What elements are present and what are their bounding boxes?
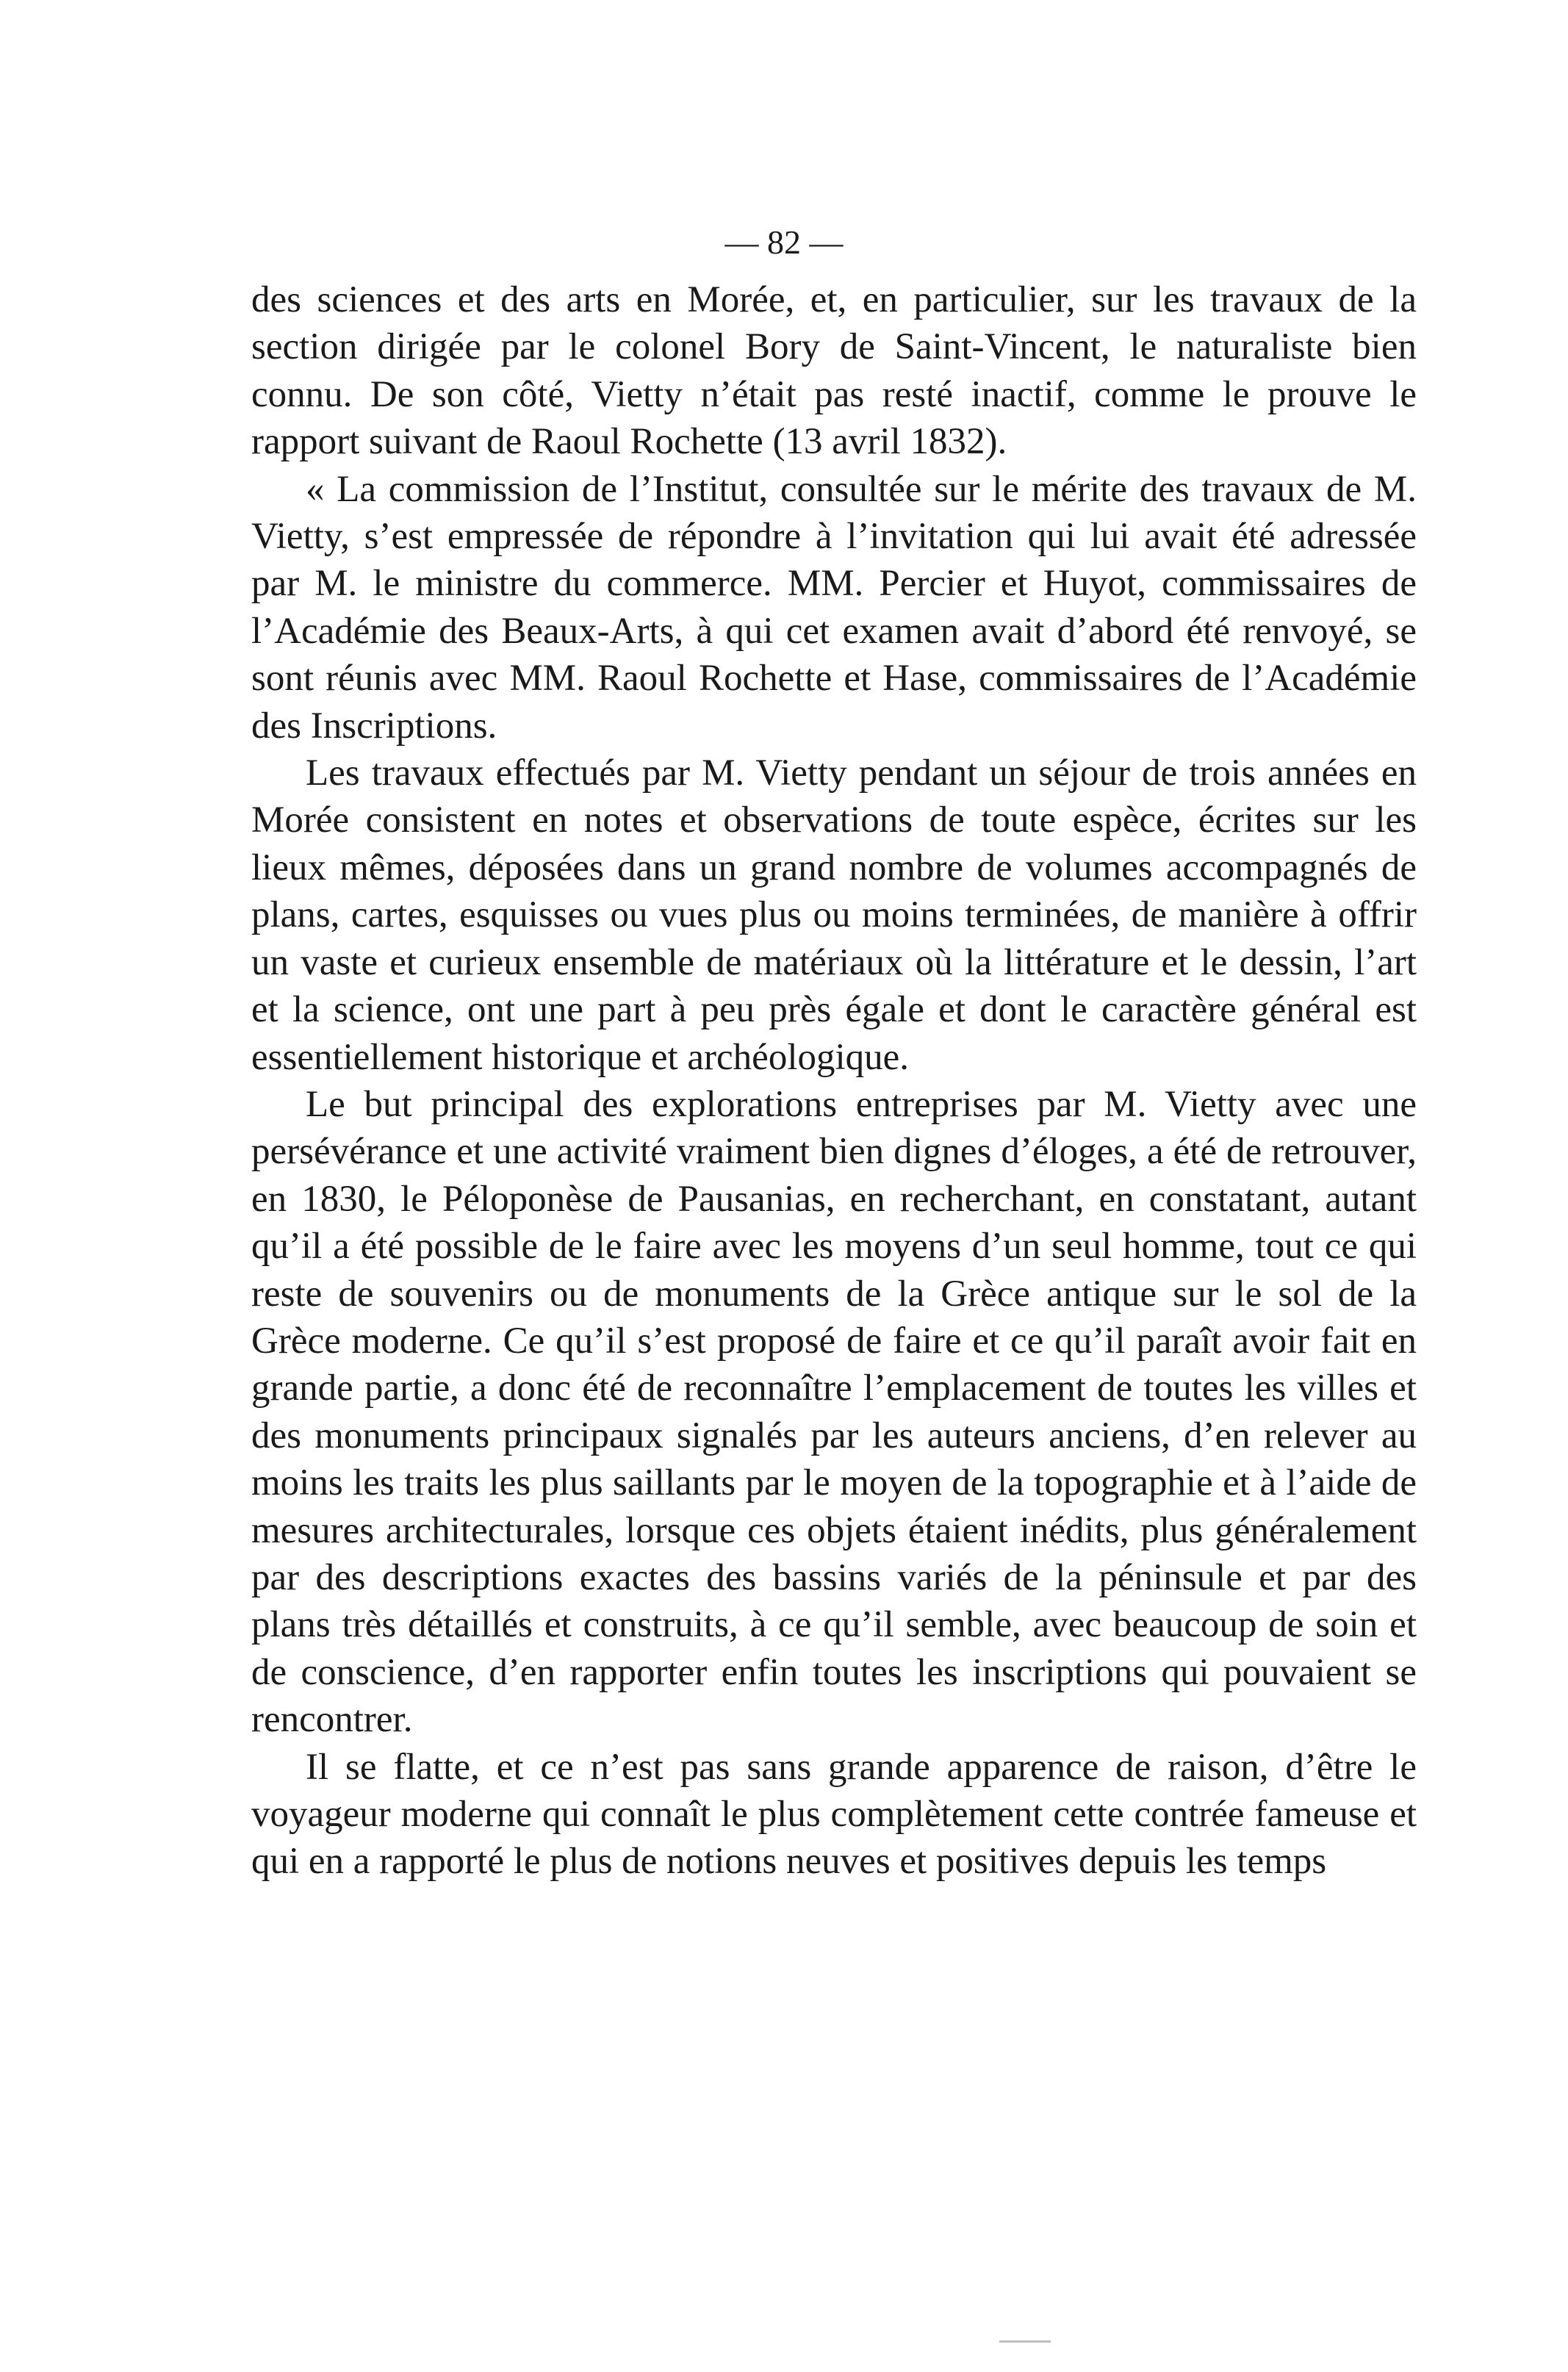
print-mark: [999, 2340, 1051, 2343]
paragraph-continuation: des sciences et des arts en Morée, et, en particulier, sur les travaux de la section dirigée par le colonel Bory de Saint-Vincent, le naturaliste bien connu. De son côté, Vietty n’était pas resté inactif, comme le prouve le rapport suivant de Raoul Rochette (13 avril 1832).: [251, 279, 1417, 463]
paragraph-commission: « La commission de l’Institut, consultée sur le mérite des travaux de M. Vietty, s’est empressée de répondre à l’invitation qui lui avait été adressée par M. le ministre du commerce. MM. Percier et Huyot, commissaires de l’Académie des Beaux-Arts, à qui cet examen avait d’abord été renvoyé, se sont réunis avec MM. Raoul Rochette et Hase, commissaires de l’Académie des Inscriptions.: [251, 468, 1417, 747]
paragraph-but-principal: Le but principal des explorations entreprises par M. Vietty avec une persévérance et une activité vraiment bien dignes d’éloges, a été de retrouver, en 1830, le Péloponèse de Pausanias, en recherchant, en constatant, autant qu’il a été possible de le faire avec les moyens d’un seul homme, tout ce qui reste de souvenirs ou de monuments de la Grèce antique sur le sol de la Grèce moderne. Ce qu’il s’est proposé de faire et ce qu’il paraît avoir fait en grande partie, a donc été de reconnaître l’emplacement de toutes les villes et des monuments principaux signalés par les auteurs anciens, d’en relever au moins les traits les plus saillants par le moyen de la topographie et à l’aide de mesures architecturales, lorsque ces objets étaient inédits, plus généralement par des descriptions exactes des bassins variés de la péninsule et par des plans très détaillés et construits, à ce qu’il semble, avec beaucoup de soin et de conscience, d’en rapporter enfin toutes les inscriptions qui pouvaient se rencontrer.: [251, 1083, 1417, 1741]
paragraph-travaux: Les travaux effectués par M. Vietty pendant un séjour de trois années en Morée consistent en notes et observations de toute espèce, écrites sur les lieux mêmes, déposées dans un grand nombre de volumes accompagnés de plans, cartes, esquisses ou vues plus ou moins terminées, de manière à offrir un vaste et curieux ensemble de matériaux où la littérature et le dessin, l’art et la science, ont une part à peu près égale et dont le caractère général est essentiellement historique et archéologique.: [251, 752, 1417, 1078]
body-text: [251, 276, 1417, 1886]
paragraph-il-se-flatte: Il se flatte, et ce n’est pas sans grande apparence de raison, d’être le voyageur moderne qui connaît le plus complètement cette contrée fameuse et qui en a rapporté le plus de notions neuves et positives depuis les temps: [251, 1746, 1417, 1883]
page-number: — 82 —: [724, 223, 844, 261]
